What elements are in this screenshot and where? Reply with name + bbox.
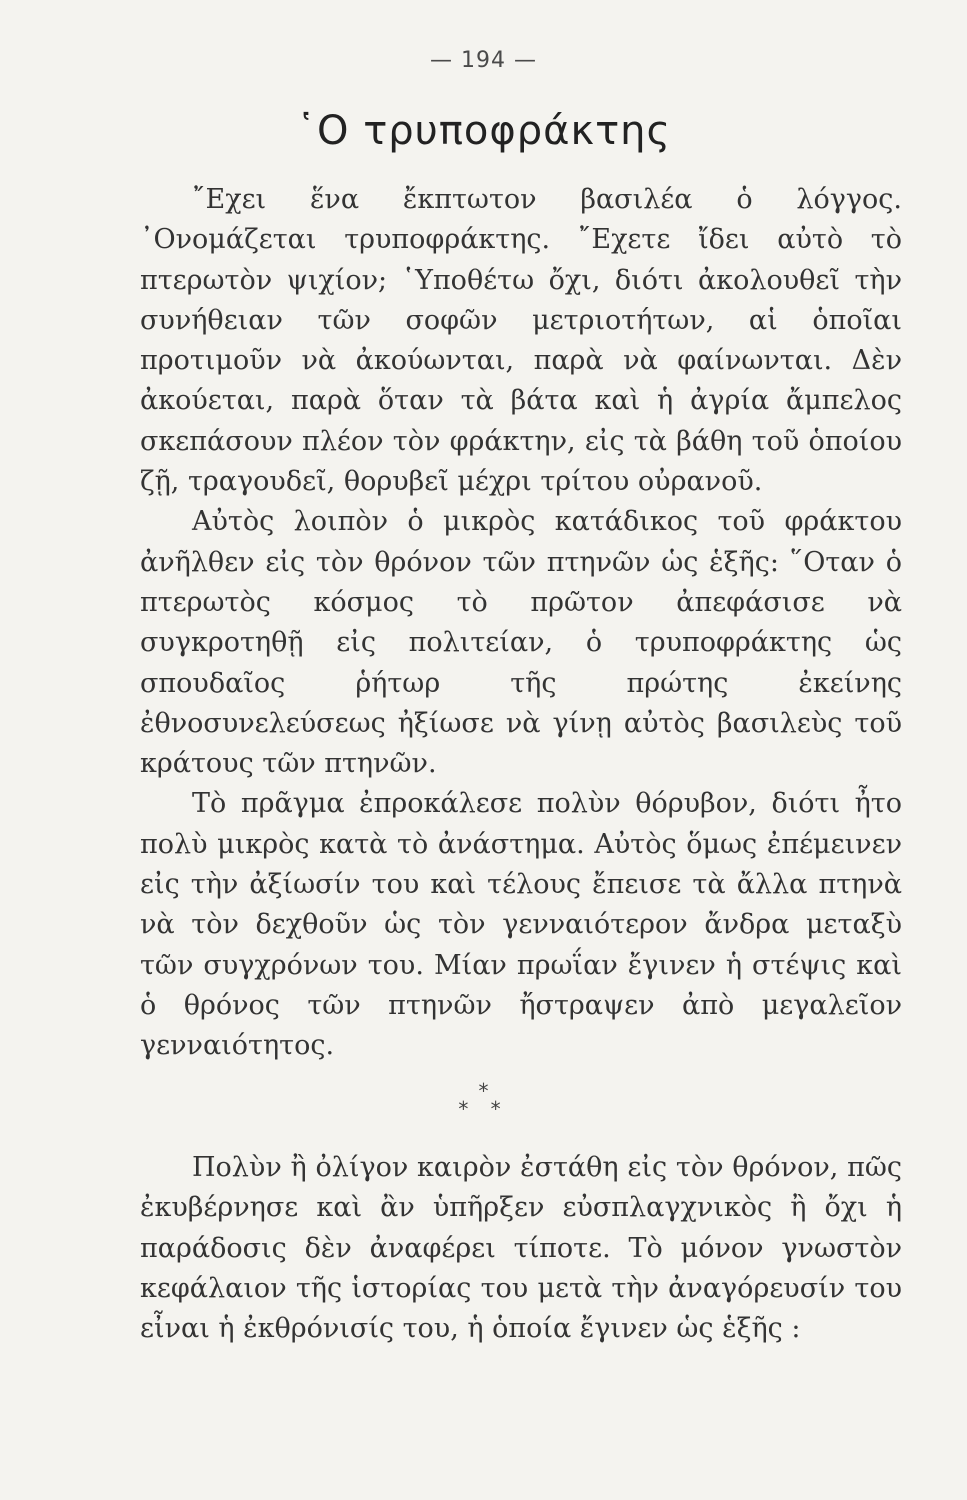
paragraph-4: Πολὺν ἢ ὀλίγον καιρὸν ἐστάθη εἰς τὸν θρόνον, πῶς ἐκυβέρνησε καὶ ἂν ὑπῆρξεν εὐσπλαγχνικὸς ἢ ὄχι ἡ παράδοσις δὲν ἀναφέρει τίποτε. Τὸ μόνον γνωστὸν κεφάλαιον τῆς ἱστορίας του μετὰ τὴν ἀναγόρευσίν του εἶναι ἡ ἐκθρόνισίς του, ἡ ὁποία ἔγινεν ὡς ἑξῆς : [140, 1152, 902, 1345]
text-block-after [140, 1148, 902, 1349]
asterism-bottom: * * [458, 1097, 509, 1121]
paragraph-1: ῎Εχει ἕνα ἔκπτωτον βασιλέα ὁ λόγγος. ᾿Ονομάζεται τρυποφράκτης. ῎Εχετε ἴδει αὐτὸ τὸ πτερωτὸν ψιχίον; ῾Υποθέτω ὄχι, διότι ἀκολουθεῖ τὴν συνήθειαν τῶν σοφῶν μετριοτήτων, αἱ ὁποῖαι προτιμοῦν νὰ ἀκούωνται, παρὰ νὰ φαίνωνται. Δὲν ἀκούεται, παρὰ ὅταν τὰ βάτα καὶ ἡ ἀγρία ἄμπελος σκεπάσουν πλέον τὸν φράκτην, εἰς τὰ βάθη τοῦ ὁποίου ζῇ, τραγουδεῖ, θορυβεῖ μέχρι τρίτου οὐρανοῦ. [140, 184, 902, 498]
text-block-main [140, 180, 902, 1067]
page-number: — 194 — [430, 48, 537, 73]
section-separator [0, 1079, 967, 1121]
paragraph-3: Τὸ πρᾶγμα ἐπροκάλεσε πολὺν θόρυβον, διότι ἦτο πολὺ μικρὸς κατὰ τὸ ἀνάστημα. Αὐτὸς ὅμως ἐπέμεινεν εἰς τὴν ἀξίωσίν του καὶ τέλους ἔπεισε τὰ ἄλλα πτηνὰ νὰ τὸν δεχθοῦν ὡς τὸν γενναιότερον ἄνδρα μεταξὺ τῶν συγχρόνων του. Μίαν πρωΐαν ἔγινεν ἡ στέψις καὶ ὁ θρόνος τῶν πτηνῶν ἤστραψεν ἀπὸ μεγαλεῖον γενναιότητος. [140, 788, 902, 1062]
paragraph-2: Αὐτὸς λοιπὸν ὁ μικρὸς κατάδικος τοῦ φράκτου ἀνῆλθεν εἰς τὸν θρόνον τῶν πτηνῶν ὡς ἑξῆς: ῞Οταν ὁ πτερωτὸς κόσμος τὸ πρῶτον ἀπεφάσισε νὰ συγκροτηθῇ εἰς πολιτείαν, ὁ τρυποφράκτης ὡς σπουδαῖος ῥήτωρ τῆς πρώτης ἐκείνης ἐθνοσυνελεύσεως ἠξίωσε νὰ γίνῃ αὐτὸς βασιλεὺς τοῦ κράτους τῶν πτηνῶν. [140, 506, 902, 780]
asterism-top: * [478, 1079, 489, 1103]
chapter-title: ῾Ο τρυποφράκτης [296, 108, 671, 154]
